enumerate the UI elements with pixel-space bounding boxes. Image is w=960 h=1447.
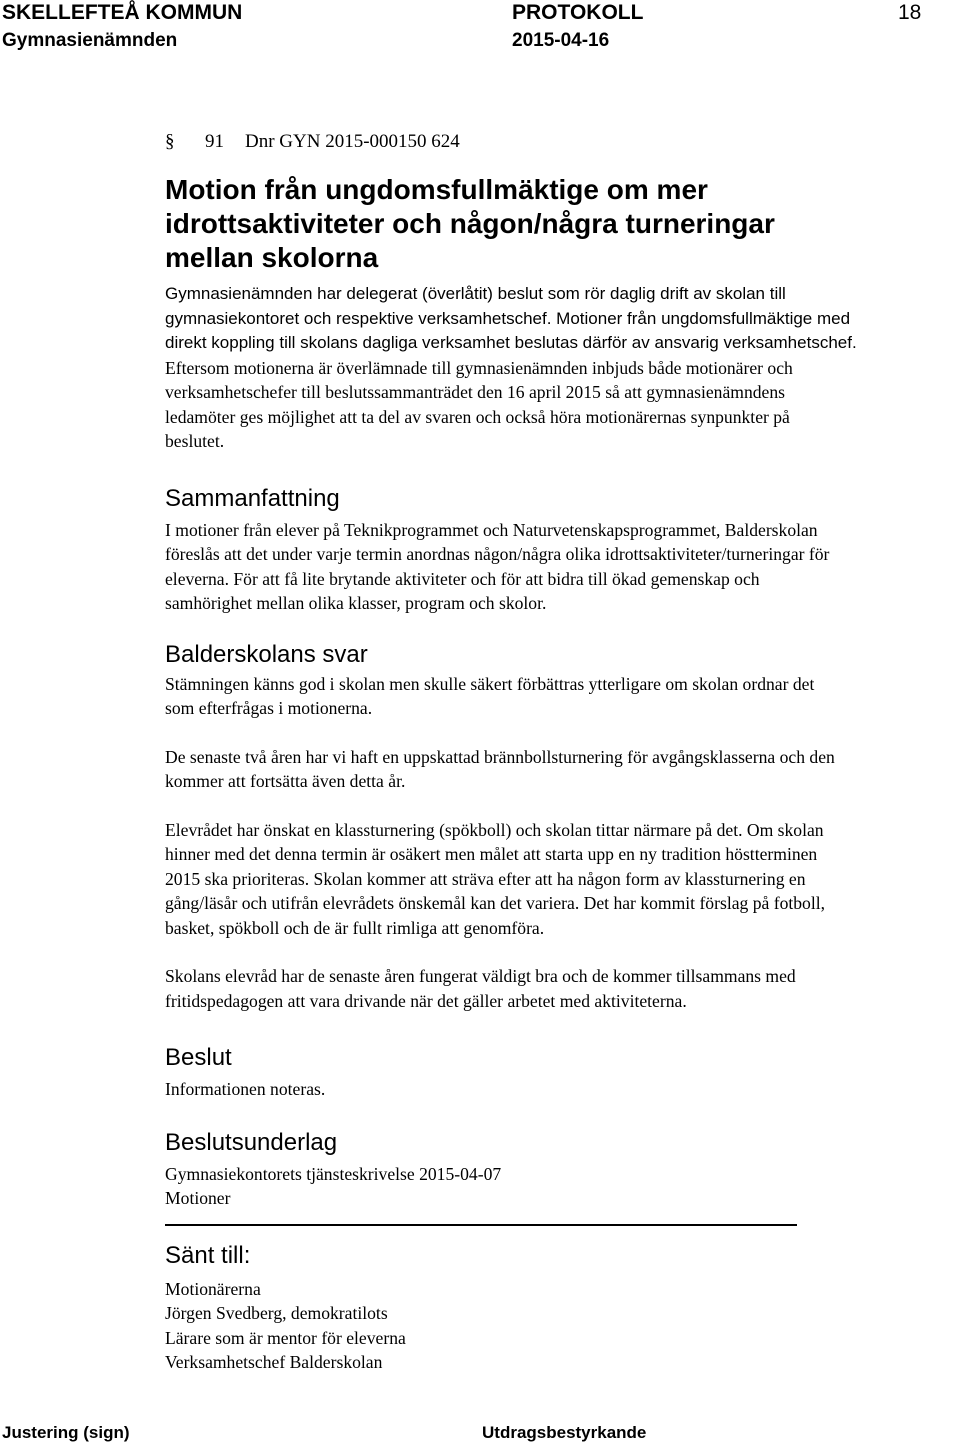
text-line: som efterfrågas i motionerna.: [165, 698, 373, 718]
section-heading: Sänt till:: [165, 1241, 251, 1269]
text-line: Gymnasienämnden har delegerat (överlåtit) beslut som rör daglig drift av skolan till: [165, 284, 786, 303]
title-line: idrottsaktiviteter och någon/några turneringar: [165, 208, 775, 239]
page-number: 18: [898, 1, 922, 24]
intro-paragraph-2: [165, 356, 955, 454]
decision-text: Informationen noteras.: [165, 1079, 326, 1099]
signature-label: Justering (sign): [2, 1423, 130, 1442]
document-type: PROTOKOLL: [512, 1, 644, 24]
text-line: Stämningen känns god i skolan men skulle säkert förbättras ytterligare om skolan ordnar det: [165, 673, 815, 694]
answer-paragraph: [165, 964, 955, 1013]
committee-name: Gymnasienämnden: [2, 30, 178, 51]
text-line: fritidspedagogen att vara drivande när det gäller arbetet med aktiviteterna.: [165, 990, 687, 1011]
paragraph-sign: §: [165, 131, 175, 152]
text-line: gymnasiekontoret och respektive verksamhetschef. Motioner från ungdomsfullmäktige med: [165, 308, 851, 328]
text-line: ledamöter ges möjlighet att ta del av svaren och också höra motionärernas synpunkter på: [165, 406, 790, 427]
text-line: basket, spökboll och de är fullt rimliga att genomföra.: [165, 917, 545, 938]
page-subheader: [0, 28, 960, 54]
text-line: De senaste två åren har vi haft en uppskattad brännbollsturnering för avgångsklasserna och den: [165, 746, 835, 767]
text-line: kommer att fortsätta även detta år.: [165, 771, 406, 791]
text-line: verksamhetschefer till beslutssammanträdet den 16 april 2015 så att gymnasienämndens: [165, 382, 786, 402]
organization-name: SKELLEFTEÅ KOMMUN: [2, 1, 243, 24]
section-heading: Beslut: [165, 1044, 232, 1071]
item-reference: [165, 128, 955, 156]
text-line: direkt koppling till skolans dagliga verksamhet beslutas därför av ansvarig verksamhetschef.: [165, 333, 857, 352]
basis-section: [165, 1128, 955, 1211]
summary-section: [165, 484, 955, 616]
intro-paragraph: [165, 282, 955, 356]
recipient: Jörgen Svedberg, demokratilots: [165, 1303, 388, 1323]
answer-paragraph: [165, 745, 955, 794]
recipient: Verksamhetschef Balderskolan: [165, 1352, 383, 1372]
answer-paragraph: [165, 672, 955, 721]
text-line: föreslås att det under varje termin anordnas någon/några olika idrottsaktiviteter/turneringar för: [165, 544, 830, 564]
recipient: Lärare som är mentor för eleverna: [165, 1327, 406, 1348]
basis-item: Gymnasiekontorets tjänsteskrivelse 2015-04-07: [165, 1163, 502, 1184]
text-line: eleverna. För att få lite brytande aktiviteter och för att bidra till ökad gemenskap och: [165, 568, 760, 589]
text-line: Elevrådet har önskat en klassturnering (spökboll) och skolan tittar närmare på det. Om skolan: [165, 819, 824, 840]
section-heading: Sammanfattning: [165, 484, 340, 512]
text-line: Eftersom motionerna är överlämnade till gymnasienämnden inbjuds både motionärer och: [165, 357, 793, 378]
decision-section: [165, 1043, 955, 1102]
text-line: I motioner från elever på Teknikprogrammet och Naturvetenskapsprogrammet, Balderskolan: [165, 519, 818, 540]
recipient: Motionärerna: [165, 1278, 261, 1299]
text-line: beslutet.: [165, 431, 225, 451]
basis-item: Motioner: [165, 1188, 231, 1208]
separator-line: [165, 1224, 797, 1226]
text-line: gång/läsår och utifrån elevrådets önskemål kan det variera. Det har kommit förslag på fotboll,: [165, 893, 826, 913]
diary-number: Dnr GYN 2015-000150 624: [245, 131, 460, 152]
answer-paragraph: [165, 818, 955, 941]
sent-to-section: [165, 1241, 955, 1375]
item-title: [165, 172, 955, 276]
answer-section: [165, 640, 955, 1014]
section-heading: Beslutsunderlag: [165, 1128, 338, 1156]
text-line: samhörighet mellan olika klasser, program och skolor.: [165, 593, 547, 613]
title-line: mellan skolorna: [165, 242, 379, 273]
page-header: [0, 0, 960, 28]
item-number: 91: [205, 131, 224, 152]
text-line: hinner med det denna termin är osäkert men målet att starta upp en ny tradition höstterminen: [165, 844, 818, 864]
title-line: Motion från ungdomsfullmäktige om mer: [165, 174, 708, 205]
text-line: Skolans elevråd har de senaste åren fungerat väldigt bra och de kommer tillsammans med: [165, 966, 796, 986]
meeting-date: 2015-04-16: [512, 30, 610, 51]
document-body: [165, 128, 955, 1375]
certification-label: Utdragsbestyrkande: [482, 1423, 647, 1442]
section-heading: Balderskolans svar: [165, 640, 368, 668]
text-line: 2015 ska prioriteras. Skolan kommer att sträva efter att ha någon form av klassturnering en: [165, 868, 806, 889]
